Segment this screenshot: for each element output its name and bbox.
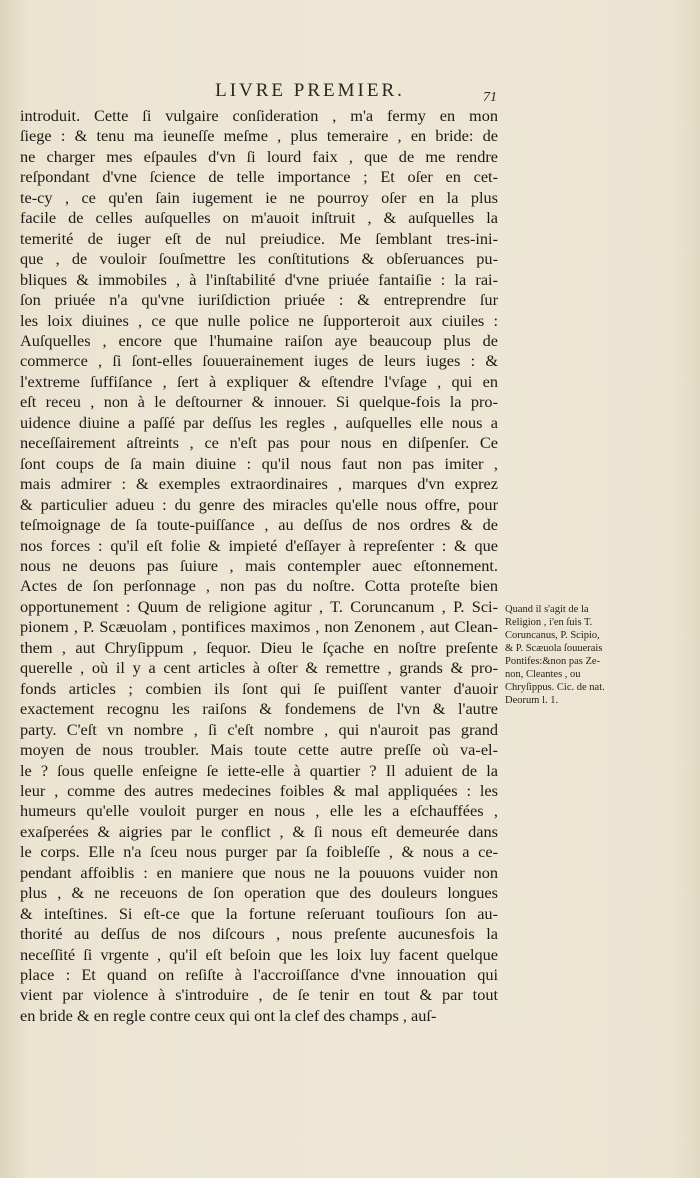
text-line: leur , comme des autres medecines foibles & mal appliquées : les <box>20 780 498 800</box>
text-line: place : Et quand on reſiſte à l'accroiſſance d'vne innouation qui <box>20 965 498 985</box>
text-line: introduit. Cette ſi vulgaire conſideration , m'a fermy en mon <box>20 106 498 125</box>
text-line: opportunement : Quum de religione agitur , T. Coruncanum , P. Sci- <box>20 596 498 616</box>
margin-note-line: Religion , i'en ſuis T. <box>505 617 593 628</box>
margin-note-line: Coruncanus, P. Scipio, <box>505 630 600 641</box>
text-line: exaſperées & aigries par le conflict , & ſi nous eſt demeurée dans <box>20 821 498 841</box>
text-line: thorité au deſſus de nos diſcours , nous preſente aucunesfois la <box>20 924 498 944</box>
text-line: en bride & en regle contre ceux qui ont la clef des champs , auſ- <box>20 1005 437 1025</box>
page-number: 71 <box>483 90 497 105</box>
text-line: ſiege : & tenu ma ieuneſſe meſme , plus temeraire , en bride: de <box>20 126 498 146</box>
running-head: LIVRE PREMIER. <box>215 80 405 101</box>
margin-note-line: Pontifes:&non pas Ze- <box>505 656 601 667</box>
text-line: & particulier adueu : du genre des miracles qu'elle nous offre, pour <box>20 494 498 514</box>
text-line: le corps. Elle n'a ſceu nous purger par ſa foibleſſe , & nous a ce- <box>20 842 498 862</box>
text-line: neceſſité ſi vrgente , qu'il eſt beſoin que les loix luy facent quelque <box>20 944 498 964</box>
text-line: vient par violence à s'introduire , de ſe tenir en tout & par tout <box>20 985 498 1005</box>
margin-note-line: Chryſippus. Cic. de nat. <box>505 682 605 693</box>
text-line: Auſquelles , encore que l'humaine raiſon aye beaucoup plus de <box>20 330 498 350</box>
text-line: ſon priuée n'a qu'vne iuriſdiction priuée : & entreprendre ſur <box>20 290 498 310</box>
text-line: exactement recognu les raiſons & fondemens de l'vn & l'autre <box>20 699 498 719</box>
margin-note-line: & P. Scæuola ſouuerais <box>505 643 603 654</box>
text-line: ſont coups de ſa main diuine : qu'il nous faut non pas imiter , <box>20 453 498 473</box>
text-line: humeurs qu'elle vouloit purger en nous , elle les a eſchauffées , <box>20 801 498 821</box>
text-line: te-cy , ce qu'en ſain iugement ie ne pourroy oſer en la plus <box>20 187 498 207</box>
text-line: facile de celles auſquelles on m'auoit inſtruit , & auſquelles la <box>20 208 498 228</box>
text-line: mais admirer : & exemples extraordinaires , marques d'vn exprez <box>20 474 498 494</box>
text-line: les loix diuines , ce que nulle police ne ſupporteroit aux ciuiles : <box>20 310 498 330</box>
text-line: teſmoignage de ſa toute-puiſſance , au deſſus de nos ordres & de <box>20 515 498 535</box>
text-line: neceſſairement aſtreints , ce n'eſt pas pour nous en diſpenſer. Ce <box>20 433 498 453</box>
text-line: l'extreme ſuffiſance , ſert à expliquer & eſtendre l'vſage , qui en <box>20 371 498 391</box>
margin-note-line: non, Cleantes , ou <box>505 669 581 680</box>
text-line: commerce , ſi ſont-elles ſouuerainement iuges de leurs iuges : & <box>20 351 498 371</box>
text-line: le ? ſous quelle enſeigne ſe iette-elle à quartier ? Il aduient de la <box>20 760 498 780</box>
text-line: reſpondant d'vne ſcience de telle importance ; Et oſer en cet- <box>20 167 498 187</box>
text-line: querelle , où il y a cent articles à oſter & remettre , grands & pro- <box>20 658 498 678</box>
text-line: pendant affoiblis : en maniere que nous ne la pouuons vuider non <box>20 862 498 882</box>
text-line: plus , & ne receuons de ſon operation que des douleurs longues <box>20 883 498 903</box>
text-line: eſt receu , non à le deſtourner & innouer. Si quelque-fois la pro- <box>20 392 498 412</box>
main-text-block <box>20 106 498 1026</box>
margin-note-line: Quand il s'agit de la <box>505 604 589 615</box>
text-line: & inteſtines. Si eſt-ce que la fortune reſeruant touſiours ſon au- <box>20 903 498 923</box>
text-line: fonds articles ; combien ils ſont qui ſe puiſſent vanter d'auoir <box>20 678 498 698</box>
text-line: que , de vouloir ſouſmettre les conſtitutions & obſeruances pu- <box>20 249 498 269</box>
text-line: nous ne deuons pas ſuiure , mais contempler auec eſtonnement. <box>20 555 498 575</box>
text-line: uidence diuine a paſſé par deſſus les regles , auſquelles elle nous a <box>20 412 498 432</box>
text-line: party. C'eſt vn nombre , ſi c'eſt nombre , qui n'auroit pas grand <box>20 719 498 739</box>
text-line: pionem , P. Scæuolam , pontifices maximos , non Zenonem , aut Clean- <box>20 617 498 637</box>
text-line: moyen de nous troubler. Mais toute cette autre preſſe où va-el- <box>20 740 498 760</box>
text-line: bliques & immobiles , à l'inſtabilité d'vne priuée fantaiſie : la rai- <box>20 269 498 289</box>
text-line: ne charger mes eſpaules d'vn ſi lourd faix , que de me rendre <box>20 146 498 166</box>
text-line: Actes de ſon perſonnage , non pas du noſtre. Cotta proteſte bien <box>20 576 498 596</box>
margin-note-line: Deorum l. 1. <box>505 695 559 706</box>
text-line: nos forces : qu'il eſt folie & impieté d'eſſayer à repreſenter : & que <box>20 535 498 555</box>
text-line: them , aut Chryſippum , ſequor. Dieu le ſçache en noſtre preſente <box>20 637 498 657</box>
text-line: temerité de iuger eſt de nul preiudice. Me ſemblant tres-ini- <box>20 228 498 248</box>
margin-note <box>505 603 690 707</box>
